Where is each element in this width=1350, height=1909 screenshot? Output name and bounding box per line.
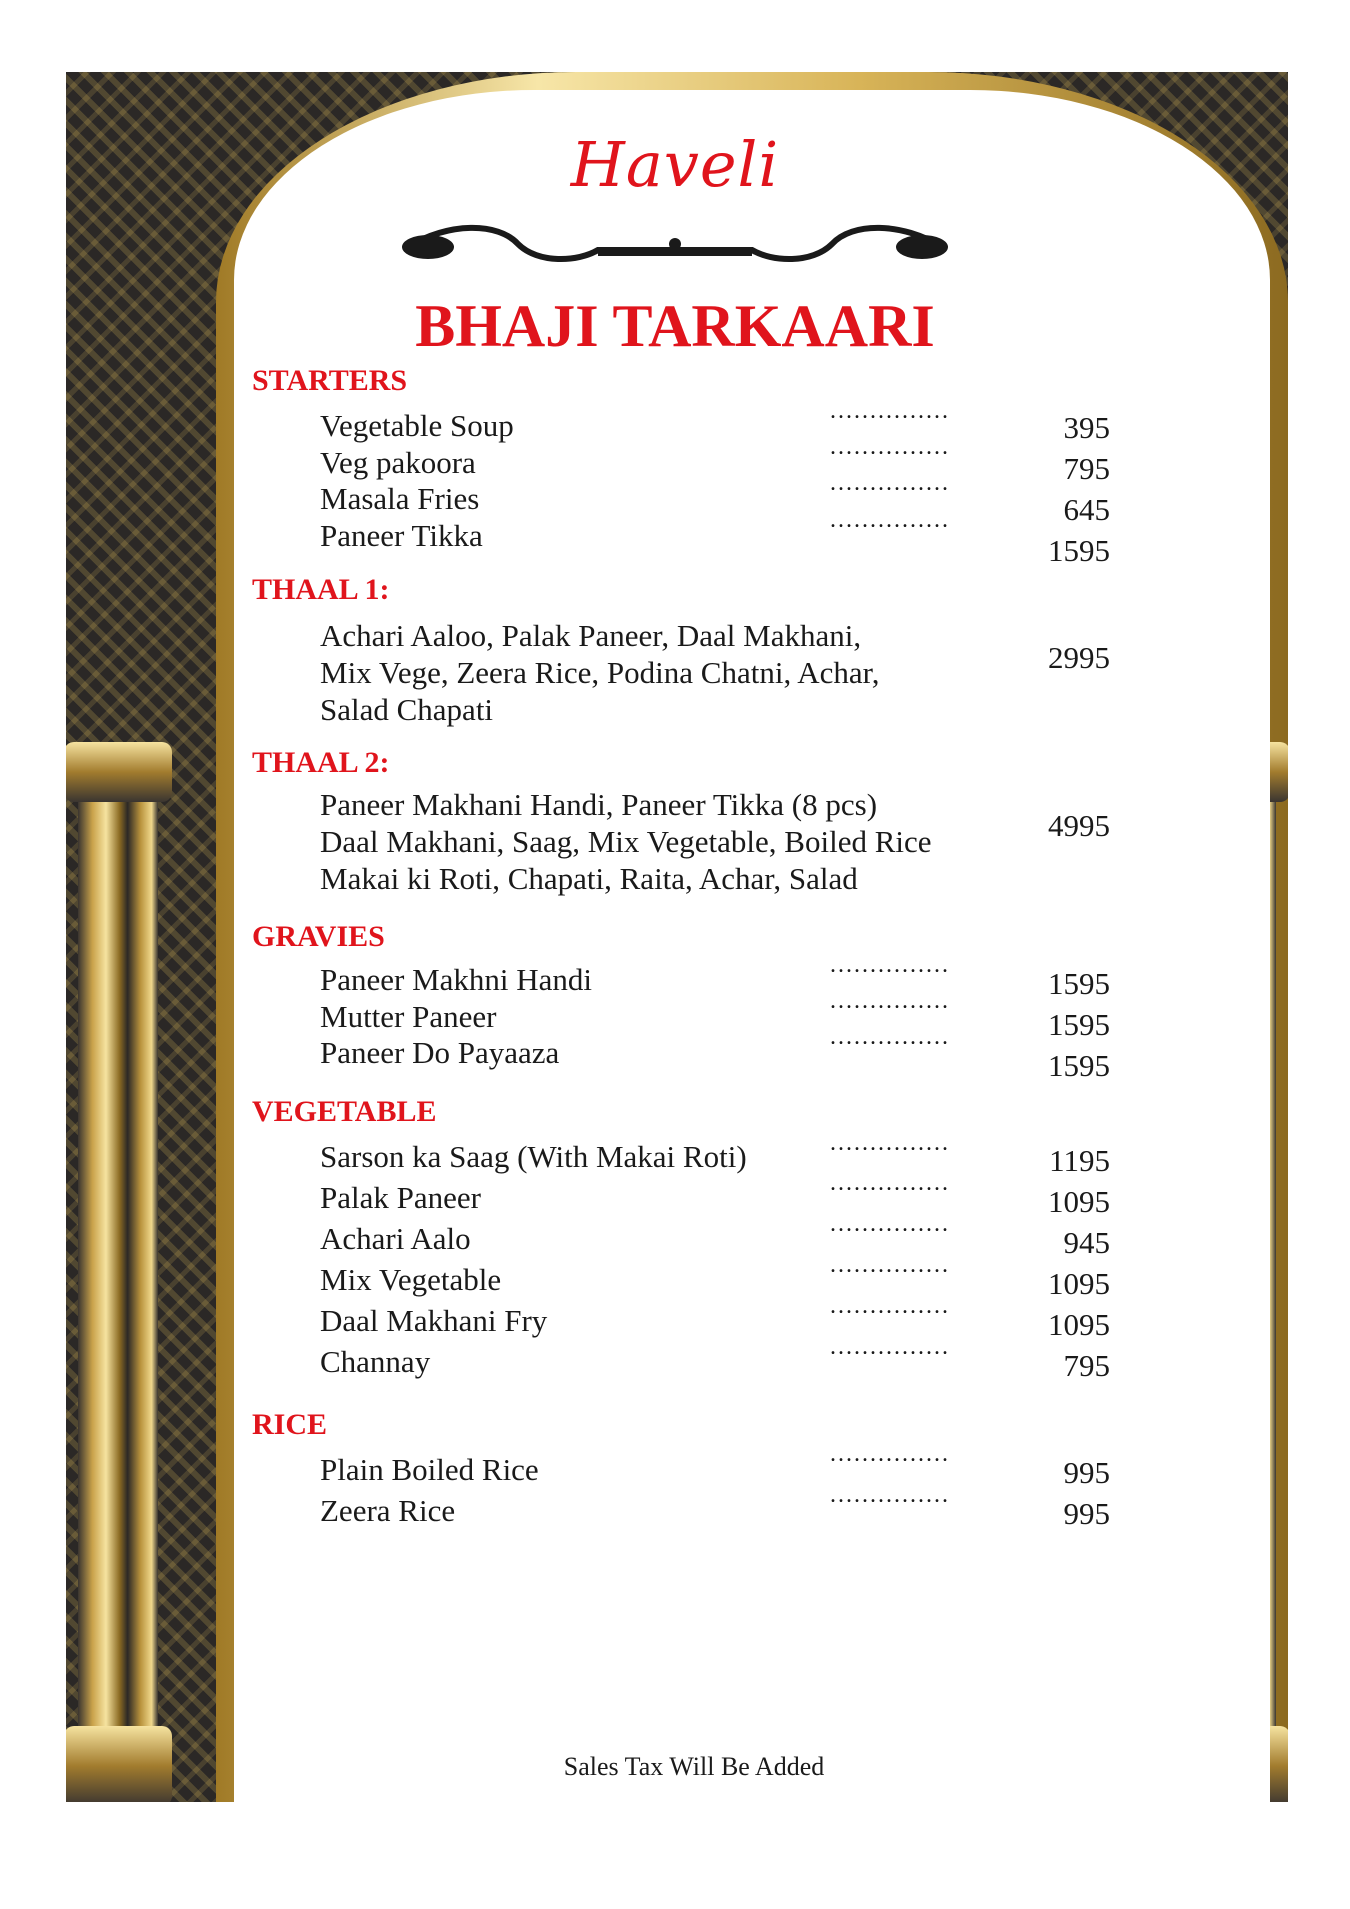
- menu-item-price: 1595: [1048, 966, 1110, 1001]
- dot-leader: ...............: [830, 1441, 950, 1467]
- dot-leader: ...............: [830, 1024, 950, 1050]
- menu-item-name: Plain Boiled Rice: [320, 1452, 539, 1487]
- combo-line: Achari Aaloo, Palak Paneer, Daal Makhani,: [320, 618, 862, 653]
- dot-leader: ...............: [830, 1211, 950, 1237]
- dot-leader: ...............: [830, 1293, 950, 1319]
- menu-item-name: Daal Makhani Fry: [320, 1303, 548, 1338]
- footer-note: Sales Tax Will Be Added: [563, 1752, 825, 1781]
- menu-item-price: 995: [1063, 1496, 1110, 1531]
- menu-item-name: Paneer Makhni Handi: [320, 962, 593, 997]
- menu-item-price: 995: [1063, 1455, 1110, 1490]
- dot-leader: ...............: [830, 988, 950, 1014]
- menu-item-name: Achari Aalo: [320, 1221, 471, 1256]
- menu-item-name: Mutter Paneer: [320, 999, 497, 1034]
- menu-item-price: 945: [1063, 1225, 1110, 1260]
- menu-item-name: Masala Fries: [320, 481, 480, 516]
- menu-item-price: 1095: [1048, 1184, 1110, 1219]
- menu-item-name: Channay: [320, 1344, 431, 1379]
- section-title-starters: STARTERS: [252, 364, 408, 397]
- combo-line: Mix Vege, Zeera Rice, Podina Chatni, Achar,: [320, 655, 880, 690]
- combo-line: Salad Chapati: [320, 692, 494, 727]
- brand-logo: Haveli: [570, 128, 780, 201]
- section-title-rice: RICE: [252, 1408, 328, 1441]
- menu-item-name: Paneer Do Payaaza: [320, 1035, 560, 1070]
- combo-line: Daal Makhani, Saag, Mix Vegetable, Boiled Rice: [320, 824, 932, 859]
- menu-item-name: Mix Vegetable: [320, 1262, 502, 1297]
- dot-leader: ...............: [830, 470, 950, 496]
- dot-leader: ...............: [830, 1482, 950, 1508]
- menu-item-name: Paneer Tikka: [320, 518, 483, 553]
- thaal-2-contents: [320, 786, 1060, 897]
- section-title-gravies: GRAVIES: [252, 920, 385, 953]
- section-title-thaal-1: THAAL 1:: [252, 573, 390, 606]
- menu-item-price: 795: [1063, 451, 1110, 486]
- dot-leader: ...............: [830, 952, 950, 978]
- menu-item-name: Palak Paneer: [320, 1180, 481, 1215]
- menu-item-name: Zeera Rice: [320, 1493, 456, 1528]
- section-title-thaal-2: THAAL 2:: [252, 746, 390, 779]
- dot-leader: ...............: [830, 434, 950, 460]
- combo-line: Paneer Makhani Handi, Paneer Tikka (8 pcs): [320, 787, 878, 822]
- menu-item-price: 395: [1063, 410, 1110, 445]
- thaal-1-price: 2995: [1048, 640, 1110, 675]
- dot-leader: ...............: [830, 507, 950, 533]
- menu-item-price: 1095: [1048, 1266, 1110, 1301]
- menu-item-price: 1595: [1048, 1048, 1110, 1083]
- menu-item-price: 1195: [1049, 1143, 1110, 1178]
- menu-item-price: 645: [1063, 492, 1110, 527]
- dot-leader: ...............: [830, 1130, 950, 1156]
- section-title-vegetable: VEGETABLE: [252, 1095, 437, 1128]
- menu-item-name: Veg pakoora: [320, 445, 476, 480]
- menu-item-name: Vegetable Soup: [320, 408, 514, 443]
- combo-line: Makai ki Roti, Chapati, Raita, Achar, Salad: [320, 861, 858, 896]
- menu-item-price: 1595: [1048, 533, 1110, 568]
- menu-item-price: 1095: [1048, 1307, 1110, 1342]
- menu-item-price: 1595: [1048, 1007, 1110, 1042]
- thaal-2-price: 4995: [1048, 808, 1110, 843]
- dot-leader: ...............: [830, 398, 950, 424]
- dot-leader: ...............: [830, 1252, 950, 1278]
- thaal-1-contents: [320, 617, 1020, 728]
- menu-title: BHAJI TARKAARI: [415, 293, 935, 359]
- menu-item-price: 795: [1063, 1348, 1110, 1383]
- dot-leader: ...............: [830, 1334, 950, 1360]
- menu-item-name: Sarson ka Saag (With Makai Roti): [320, 1139, 747, 1174]
- dot-leader: ...............: [830, 1170, 950, 1196]
